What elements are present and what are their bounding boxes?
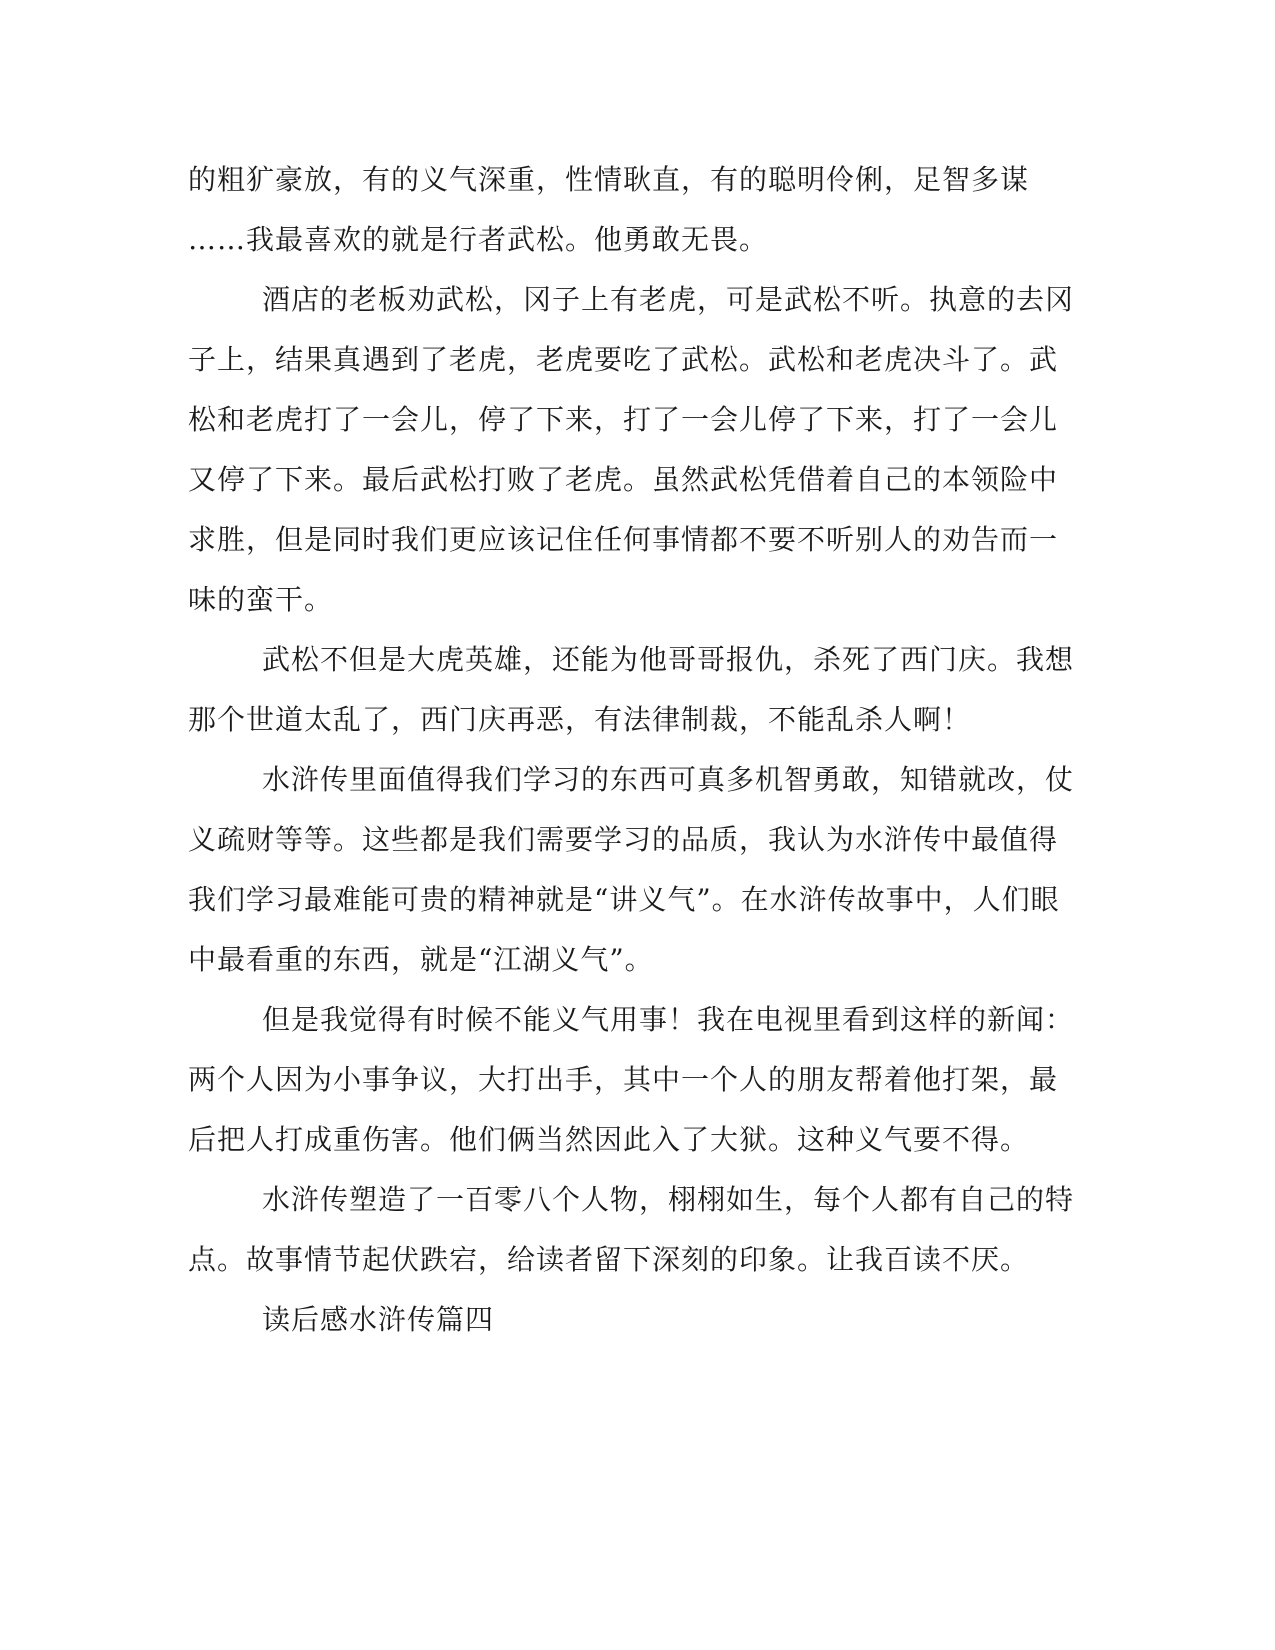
section-heading: 读后感水浒传篇四 (262, 1303, 495, 1336)
text-line: 两个人因为小事争议，大打出手，其中一个人的朋友帮着他打架，最 (188, 1063, 1059, 1096)
text-line: 义疏财等等。这些都是我们需要学习的品质，我认为水浒传中最值得 (188, 823, 1059, 856)
paragraph-first-line: 水浒传里面值得我们学习的东西可真多机智勇敢，知错就改，仗 (262, 763, 1075, 796)
text-line: 又停了下来。最后武松打败了老虎。虽然武松凭借着自己的本领险中 (188, 463, 1059, 496)
text-line: 子上，结果真遇到了老虎，老虎要吃了武松。武松和老虎决斗了。武 (188, 343, 1059, 376)
text-line: 中最看重的东西，就是“江湖义气”。 (188, 943, 654, 976)
text-line: 味的蛮干。 (188, 583, 334, 616)
paragraph-first-line: 水浒传塑造了一百零八个人物，栩栩如生，每个人都有自己的特 (262, 1183, 1075, 1216)
paragraph-first-line: 但是我觉得有时候不能义气用事！我在电视里看到这样的新闻： (262, 1003, 1075, 1036)
text-line: 后把人打成重伤害。他们俩当然因此入了大狱。这种义气要不得。 (188, 1123, 1030, 1156)
text-line: ……我最喜欢的就是行者武松。他勇敢无畏。 (188, 223, 769, 256)
text-line: 的粗犷豪放，有的义气深重，性情耿直，有的聪明伶俐，足智多谋 (188, 163, 1030, 196)
text-line: 点。故事情节起伏跌宕，给读者留下深刻的印象。让我百读不厌。 (188, 1243, 1030, 1276)
text-line: 那个世道太乱了，西门庆再恶，有法律制裁，不能乱杀人啊！ (188, 703, 972, 736)
paragraph-first-line: 武松不但是大虎英雄，还能为他哥哥报仇，杀死了西门庆。我想 (262, 643, 1075, 676)
text-line: 松和老虎打了一会儿，停了下来，打了一会儿停了下来，打了一会儿 (188, 403, 1059, 436)
text-line: 求胜，但是同时我们更应该记住任何事情都不要不听别人的劝告而一 (188, 523, 1059, 556)
text-line: 我们学习最难能可贵的精神就是“讲义气”。在水浒传故事中，人们眼 (188, 883, 1060, 916)
paragraph-first-line: 酒店的老板劝武松，冈子上有老虎，可是武松不听。执意的去冈 (262, 283, 1075, 316)
